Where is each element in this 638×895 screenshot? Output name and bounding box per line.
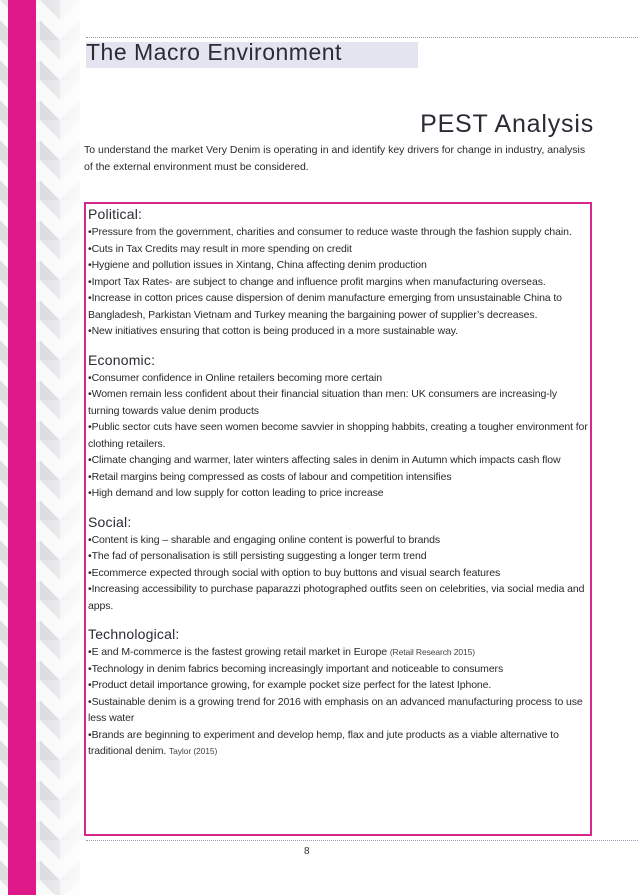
section-heading: Technological:	[88, 626, 180, 642]
intro-paragraph: To understand the market Very Denim is operating in and identify key drivers for change in industry, analysis of the external environment must be considered.	[84, 144, 586, 173]
bullet-point	[88, 532, 588, 549]
bullet-text: •E and M-commerce is the fastest growing retail market in Europe	[88, 646, 390, 658]
bullet-point	[88, 644, 588, 661]
bullet-text: •Product detail importance growing, for example pocket size perfect for the latest Iphone.	[88, 679, 492, 691]
bullet-text: •Hygiene and pollution issues in Xintang, China affecting denim production	[88, 259, 427, 271]
bullet-text: •Pressure from the government, charities and consumer to reduce waste through the fashion supply chain.	[88, 226, 572, 238]
bullet-point	[88, 565, 588, 582]
bullet-text: •Brands are beginning to experiment and develop hemp, flax and jute products as a viable alternative to traditional denim.	[88, 728, 559, 757]
bullet-point	[88, 485, 588, 502]
bullet-text: •Import Tax Rates- are subject to change and influence profit margins when manufacturing overseas.	[88, 275, 546, 288]
page-title: The Macro Environment	[86, 39, 342, 65]
page-number: 8	[304, 846, 310, 857]
bullet-text: •Women remain less confident about their financial situation than men: UK consumers are increasing-ly turning towards value denim products	[88, 388, 558, 417]
bottom-dotted-divider	[86, 840, 638, 841]
pest-section	[88, 352, 588, 502]
bullet-point	[88, 661, 588, 678]
pest-section	[88, 514, 588, 615]
citation: Taylor (2015)	[168, 746, 218, 756]
bullet-point	[88, 677, 588, 694]
bullet-point	[88, 694, 588, 727]
bullet-point	[88, 386, 588, 419]
section-heading: Social:	[88, 513, 132, 530]
bullet-point	[88, 727, 588, 760]
bullet-point	[88, 241, 588, 258]
bullet-text: •Retail margins being compressed as costs of labour and competition intensifies	[88, 470, 452, 483]
bullet-text: •Public sector cuts have seen women become savvier in shopping habbits, creating a tougher environment for clothing retailers.	[88, 421, 588, 450]
section-subtitle: PEST Analysis	[420, 110, 594, 138]
section-heading: Political:	[88, 206, 143, 222]
bullet-text: •The fad of personalisation is still persisting suggesting a longer term trend	[88, 550, 427, 562]
accent-bar	[8, 0, 36, 895]
pest-analysis-box	[84, 202, 592, 836]
bullet-text: •Technology in denim fabrics becoming increasingly important and noticeable to consumers	[88, 662, 504, 675]
bullet-text: •High demand and low supply for cotton leading to price increase	[88, 487, 384, 499]
bullet-point	[88, 548, 588, 565]
bullet-point	[88, 224, 588, 241]
bullet-text: •Sustainable denim is a growing trend for 2016 with emphasis on an advanced manufacturing process to use less water	[88, 695, 583, 724]
bullet-point	[88, 370, 588, 387]
pest-section	[88, 626, 588, 760]
bullet-text: •Ecommerce expected through social with option to buy buttons and visual search features	[88, 566, 501, 579]
bullet-text: •Content is king – sharable and engaging online content is powerful to brands	[88, 533, 441, 546]
bullet-point	[88, 274, 588, 291]
bullet-point	[88, 469, 588, 486]
section-heading: Economic:	[88, 351, 156, 368]
bullet-point	[88, 257, 588, 274]
bullet-point	[88, 581, 588, 614]
bullet-text: •Cuts in Tax Credits may result in more spending on credit	[88, 242, 352, 255]
bullet-text: •Increase in cotton prices cause dispersion of denim manufacture emerging from unsustainable China to Bangladesh, Parkistan Vietnam and Turkey meaning the bargaining power of supplier’s decreases.	[88, 292, 562, 321]
bullet-point	[88, 452, 588, 469]
bullet-text: •Climate changing and warmer, later winters affecting sales in denim in Autumn which impacts cash flow	[88, 454, 561, 466]
citation: (Retail Research 2015)	[389, 647, 476, 657]
bullet-text: •Consumer confidence in Online retailers becoming more certain	[88, 371, 382, 384]
bullet-text: •New initiatives ensuring that cotton is being produced in a more sustainable way.	[88, 325, 458, 337]
bullet-point	[88, 290, 588, 323]
pest-section	[88, 206, 588, 340]
top-dotted-divider	[86, 37, 638, 38]
bullet-text: •Increasing accessibility to purchase paparazzi photographed outfits seen on celebrities, via social media and apps.	[88, 583, 585, 612]
bullet-point	[88, 323, 588, 340]
bullet-point	[88, 419, 588, 452]
